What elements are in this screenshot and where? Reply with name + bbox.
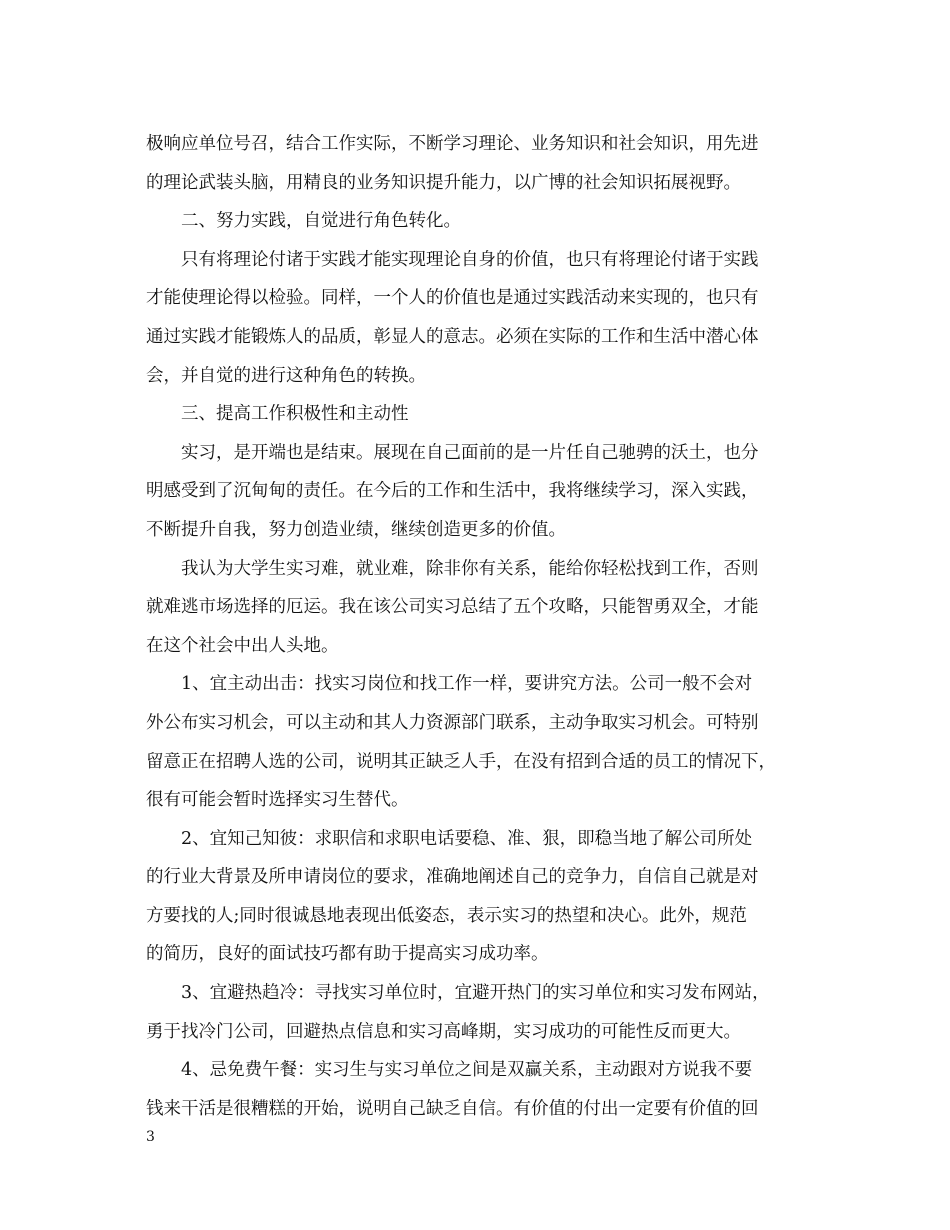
text-line: 我认为大学生实习难，就业难，除非你有关系，能给你轻松找到工作，否则 xyxy=(181,558,759,579)
text-line: 三、提高工作积极性和主动性 xyxy=(181,404,409,425)
text-line: 4、忌免费午餐：实习生与实习单位之间是双赢关系，主动跟对方说我不要 xyxy=(181,1060,753,1081)
text-line: 外公布实习机会，可以主动和其人力资源部门联系，主动争取实习机会。可特别 xyxy=(146,712,759,733)
text-line: 钱来干活是很糟糕的开始，说明自己缺乏自信。有价值的付出一定要有价值的回 xyxy=(146,1098,759,1119)
text-line: 留意正在招聘人选的公司，说明其正缺乏人手，在没有招到合适的员工的情况下， xyxy=(146,751,776,772)
text-line: 在这个社会中出人头地。 xyxy=(146,635,339,656)
text-line: 1、宜主动出击：找实习岗位和找工作一样，要讲究方法。公司一般不会对 xyxy=(181,674,753,695)
text-line: 很有可能会暂时选择实习生替代。 xyxy=(146,790,409,811)
text-line: 会，并自觉的进行这种角色的转换。 xyxy=(146,365,426,386)
text-line: 才能使理论得以检验。同样，一个人的价值也是通过实践活动来实现的，也只有 xyxy=(146,288,759,309)
text-line: 2、宜知己知彼：求职信和求职电话要稳、准、狠，即稳当地了解公司所处 xyxy=(181,828,753,849)
text-line: 只有将理论付诸于实践才能实现理论自身的价值，也只有将理论付诸于实践 xyxy=(181,249,759,270)
text-line: 就难逃市场选择的厄运。我在该公司实习总结了五个攻略，只能智勇双全，才能 xyxy=(146,597,759,618)
text-line: 方要找的人;同时很诚恳地表现出低姿态，表示实习的热望和决心。此外，规范 xyxy=(146,905,747,926)
text-line: 的简历，良好的面试技巧都有助于提高实习成功率。 xyxy=(146,944,549,965)
text-line: 的理论武装头脑，用精良的业务知识提升能力，以广博的社会知识拓展视野。 xyxy=(146,172,741,193)
text-line: 不断提升自我，努力创造业绩，继续创造更多的价值。 xyxy=(146,519,566,540)
text-line: 极响应单位号召，结合工作实际，不断学习理论、业务知识和社会知识，用先进 xyxy=(146,134,759,154)
body-text xyxy=(146,125,806,1128)
text-line: 勇于找冷门公司，回避热点信息和实习高峰期，实习成功的可能性反而更大。 xyxy=(146,1021,741,1042)
page-number: 3 xyxy=(146,1129,155,1145)
text-line: 3、宜避热趋冷：寻找实习单位时，宜避开热门的实习单位和实习发布网站， xyxy=(181,983,770,1004)
text-line: 实习，是开端也是结束。展现在自己面前的是一片任自己驰骋的沃土，也分 xyxy=(181,442,759,463)
text-line: 明感受到了沉甸甸的责任。在今后的工作和生活中，我将继续学习，深入实践， xyxy=(146,481,759,502)
text-line: 二、努力实践，自觉进行角色转化。 xyxy=(181,211,461,232)
text-line: 的行业大背景及所申请岗位的要求，准确地阐述自己的竞争力，自信自己就是对 xyxy=(146,867,759,888)
text-line: 通过实践才能锻炼人的品质，彰显人的意志。必须在实际的工作和生活中潜心体 xyxy=(146,326,759,347)
